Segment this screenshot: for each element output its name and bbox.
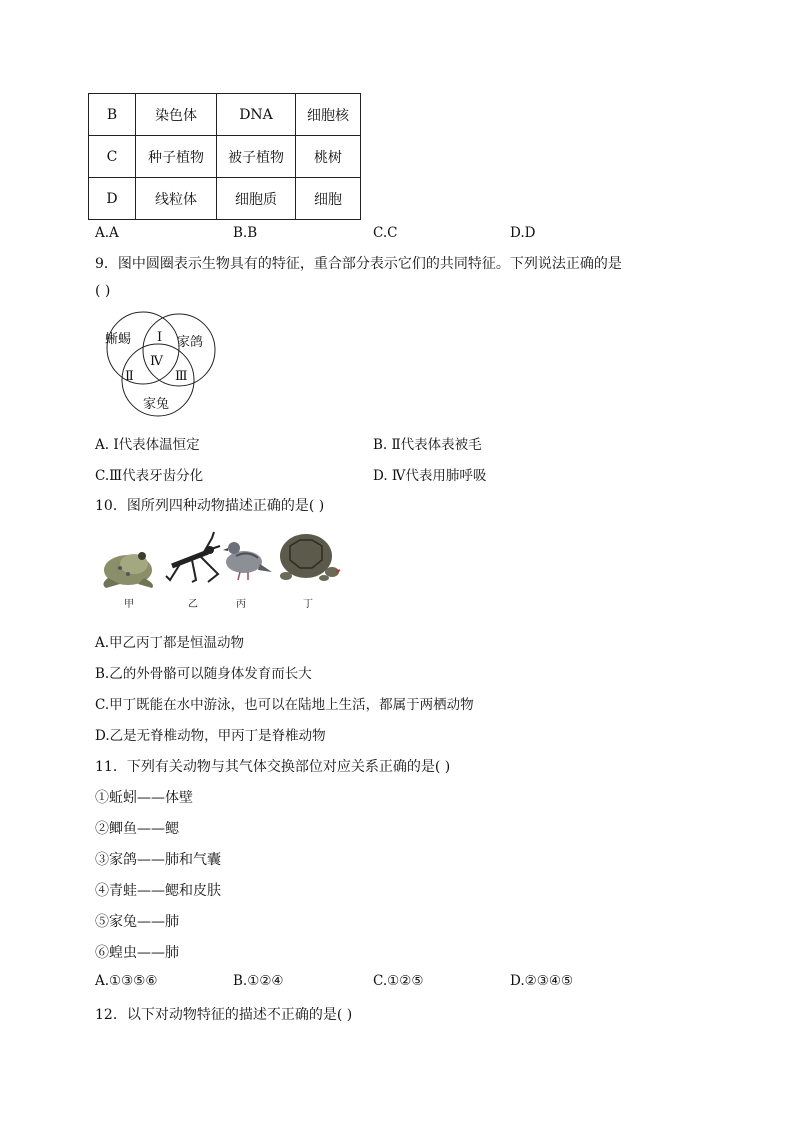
- list-item: ③家鸽——肺和气囊: [95, 852, 221, 868]
- option-b[interactable]: B.①②④: [233, 973, 284, 989]
- table-cell: 被子植物: [217, 136, 296, 178]
- option-c[interactable]: C.C: [373, 225, 398, 241]
- list-item: ①蚯蚓——体壁: [95, 790, 193, 806]
- label-ding: 丁: [303, 599, 313, 610]
- label-bing: 丙: [236, 599, 246, 610]
- option-c[interactable]: C.甲丁既能在水中游泳，也可以在陆地上生活，都属于两栖动物: [95, 697, 474, 713]
- option-d[interactable]: D.②③④⑤: [510, 973, 574, 989]
- option-a[interactable]: A.甲乙丙丁都是恒温动物: [95, 635, 245, 651]
- list-item: ②鲫鱼——鳃: [95, 821, 179, 837]
- option-a[interactable]: A. Ⅰ代表体温恒定: [95, 437, 200, 453]
- venn-label-lizard: 蜥蜴: [105, 332, 132, 347]
- option-b[interactable]: B.B: [233, 225, 258, 241]
- table-row: [89, 94, 361, 136]
- option-b[interactable]: B. Ⅱ代表体表被毛: [373, 437, 482, 453]
- table-cell: 细胞质: [217, 178, 296, 220]
- table-cell: 线粒体: [136, 178, 217, 220]
- answer-paren: ( ): [95, 283, 111, 299]
- question-11-stem: 11．下列有关动物与其气体交换部位对应关系正确的是( ): [95, 759, 451, 775]
- table-cell: C: [89, 136, 136, 178]
- option-c[interactable]: C.①②⑤: [373, 973, 424, 989]
- option-c[interactable]: C.Ⅲ代表牙齿分化: [95, 468, 204, 484]
- turtle-image: [280, 534, 340, 581]
- table-cell: 桃树: [296, 136, 361, 178]
- list-item: ⑤家兔——肺: [95, 914, 179, 930]
- option-b[interactable]: B.乙的外骨骼可以随身体发育而长大: [95, 666, 312, 682]
- frog-image: [103, 552, 153, 588]
- table-row: [89, 178, 361, 220]
- question-10-stem: 10．图所列四种动物描述正确的是( ): [95, 498, 325, 514]
- venn-region-1: Ⅰ: [157, 330, 163, 345]
- list-item: ④青蛙——鳃和皮肤: [95, 883, 221, 899]
- option-a[interactable]: A.A: [95, 225, 119, 241]
- label-yi: 乙: [188, 599, 198, 610]
- question-12-stem: 12．以下对动物特征的描述不正确的是( ): [95, 1007, 353, 1023]
- list-item: ⑥蝗虫——肺: [95, 945, 179, 961]
- table-cell: 染色体: [136, 94, 217, 136]
- table-cell: 细胞: [296, 178, 361, 220]
- venn-label-pigeon: 家鸽: [177, 335, 204, 350]
- answer-table: [88, 93, 361, 220]
- venn-region-4: Ⅳ: [150, 354, 163, 369]
- table-cell: 种子植物: [136, 136, 217, 178]
- venn-region-3: Ⅲ: [175, 369, 188, 384]
- option-d[interactable]: D. Ⅳ代表用肺呼吸: [373, 468, 487, 484]
- table-cell: 细胞核: [296, 94, 361, 136]
- question-9-stem: 9．图中圆圈表示生物具有的特征，重合部分表示它们的共同特征。下列说法正确的是: [95, 256, 622, 272]
- table-cell: B: [89, 94, 136, 136]
- venn-label-rabbit: 家兔: [143, 397, 170, 412]
- option-a[interactable]: A.①③⑤⑥: [95, 973, 158, 989]
- label-jia: 甲: [124, 599, 134, 610]
- grasshopper-image: [166, 532, 220, 582]
- table-cell: DNA: [217, 94, 296, 136]
- table-row: [89, 136, 361, 178]
- option-d[interactable]: D.D: [510, 225, 536, 241]
- table-cell: D: [89, 178, 136, 220]
- venn-diagram: [95, 310, 225, 422]
- animal-figure: [100, 528, 350, 612]
- pigeon-image: [223, 542, 272, 580]
- option-d[interactable]: D.乙是无脊椎动物，甲丙丁是脊椎动物: [95, 728, 326, 744]
- venn-region-2: Ⅱ: [125, 369, 134, 384]
